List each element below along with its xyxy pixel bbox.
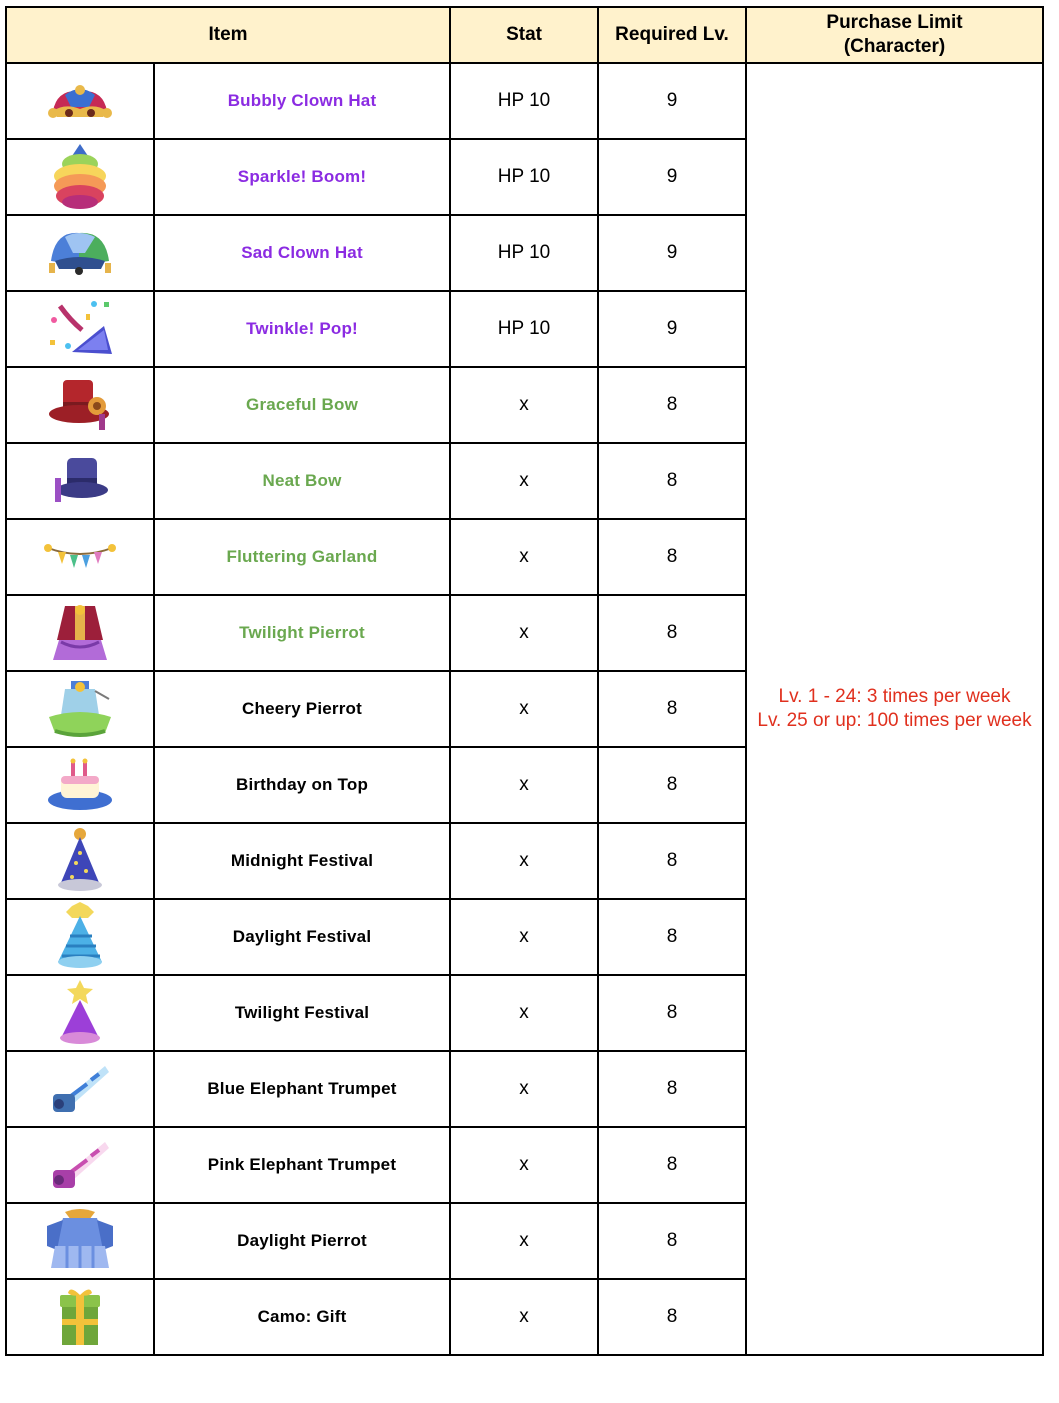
gift-box-icon	[6, 1279, 154, 1355]
item-required-level: 8	[598, 899, 746, 975]
item-name: Twinkle! Pop!	[154, 291, 450, 367]
item-stat: x	[450, 899, 598, 975]
item-stat: HP 10	[450, 63, 598, 139]
item-required-level: 8	[598, 1203, 746, 1279]
clown-hat-blue-icon	[6, 215, 154, 291]
daylight-pierrot-outfit-icon	[6, 1203, 154, 1279]
rainbow-cake-hat-icon	[6, 139, 154, 215]
item-stat: x	[450, 1127, 598, 1203]
item-name: Camo: Gift	[154, 1279, 450, 1355]
item-required-level: 8	[598, 367, 746, 443]
blue-party-horn-icon	[6, 1051, 154, 1127]
item-stat: x	[450, 671, 598, 747]
item-required-level: 8	[598, 975, 746, 1051]
item-name: Daylight Festival	[154, 899, 450, 975]
item-required-level: 8	[598, 595, 746, 671]
garland-icon	[6, 519, 154, 595]
cheery-pierrot-outfit-icon	[6, 671, 154, 747]
item-name: Pink Elephant Trumpet	[154, 1127, 450, 1203]
item-name: Birthday on Top	[154, 747, 450, 823]
item-stat: x	[450, 1203, 598, 1279]
item-required-level: 8	[598, 1127, 746, 1203]
item-name: Bubbly Clown Hat	[154, 63, 450, 139]
item-required-level: 8	[598, 823, 746, 899]
item-required-level: 8	[598, 1279, 746, 1355]
item-required-level: 8	[598, 1051, 746, 1127]
item-stat: x	[450, 823, 598, 899]
item-name: Twilight Pierrot	[154, 595, 450, 671]
item-name: Sad Clown Hat	[154, 215, 450, 291]
header-purchase-limit-line2: (Character)	[843, 36, 946, 57]
item-name: Fluttering Garland	[154, 519, 450, 595]
red-top-hat-icon	[6, 367, 154, 443]
item-name: Graceful Bow	[154, 367, 450, 443]
clown-hat-red-icon	[6, 63, 154, 139]
header-stat: Stat	[450, 7, 598, 63]
item-stat: x	[450, 595, 598, 671]
item-name: Blue Elephant Trumpet	[154, 1051, 450, 1127]
item-stat: x	[450, 443, 598, 519]
item-required-level: 9	[598, 291, 746, 367]
twilight-pierrot-outfit-icon	[6, 595, 154, 671]
item-stat: x	[450, 747, 598, 823]
item-stat: x	[450, 1051, 598, 1127]
item-stat: x	[450, 367, 598, 443]
item-name: Cheery Pierrot	[154, 671, 450, 747]
header-row	[6, 7, 1043, 63]
item-required-level: 9	[598, 139, 746, 215]
twilight-party-hat-icon	[6, 975, 154, 1051]
item-stat: x	[450, 519, 598, 595]
item-required-level: 8	[598, 671, 746, 747]
purchase-limit-line1: Lv. 1 - 24: 3 times per week	[778, 686, 1011, 707]
item-required-level: 9	[598, 63, 746, 139]
header-required-level: Required Lv.	[598, 7, 746, 63]
header-purchase-limit	[746, 7, 1043, 63]
pink-party-horn-icon	[6, 1127, 154, 1203]
purchase-limit-cell	[746, 63, 1043, 1355]
midnight-party-hat-icon	[6, 823, 154, 899]
birthday-cake-hat-icon	[6, 747, 154, 823]
item-stat: x	[450, 975, 598, 1051]
party-popper-icon	[6, 291, 154, 367]
item-table	[5, 6, 1044, 1356]
item-required-level: 8	[598, 747, 746, 823]
header-item: Item	[6, 7, 450, 63]
item-stat: x	[450, 1279, 598, 1355]
daylight-party-hat-icon	[6, 899, 154, 975]
item-required-level: 8	[598, 443, 746, 519]
item-stat: HP 10	[450, 215, 598, 291]
purple-top-hat-icon	[6, 443, 154, 519]
item-required-level: 8	[598, 519, 746, 595]
item-name: Sparkle! Boom!	[154, 139, 450, 215]
item-stat: HP 10	[450, 139, 598, 215]
item-stat: HP 10	[450, 291, 598, 367]
purchase-limit-line2: Lv. 25 or up: 100 times per week	[757, 710, 1032, 731]
item-name: Midnight Festival	[154, 823, 450, 899]
item-name: Twilight Festival	[154, 975, 450, 1051]
item-required-level: 9	[598, 215, 746, 291]
item-name: Daylight Pierrot	[154, 1203, 450, 1279]
item-name: Neat Bow	[154, 443, 450, 519]
header-purchase-limit-line1: Purchase Limit	[826, 12, 963, 33]
table-row	[6, 63, 1043, 139]
